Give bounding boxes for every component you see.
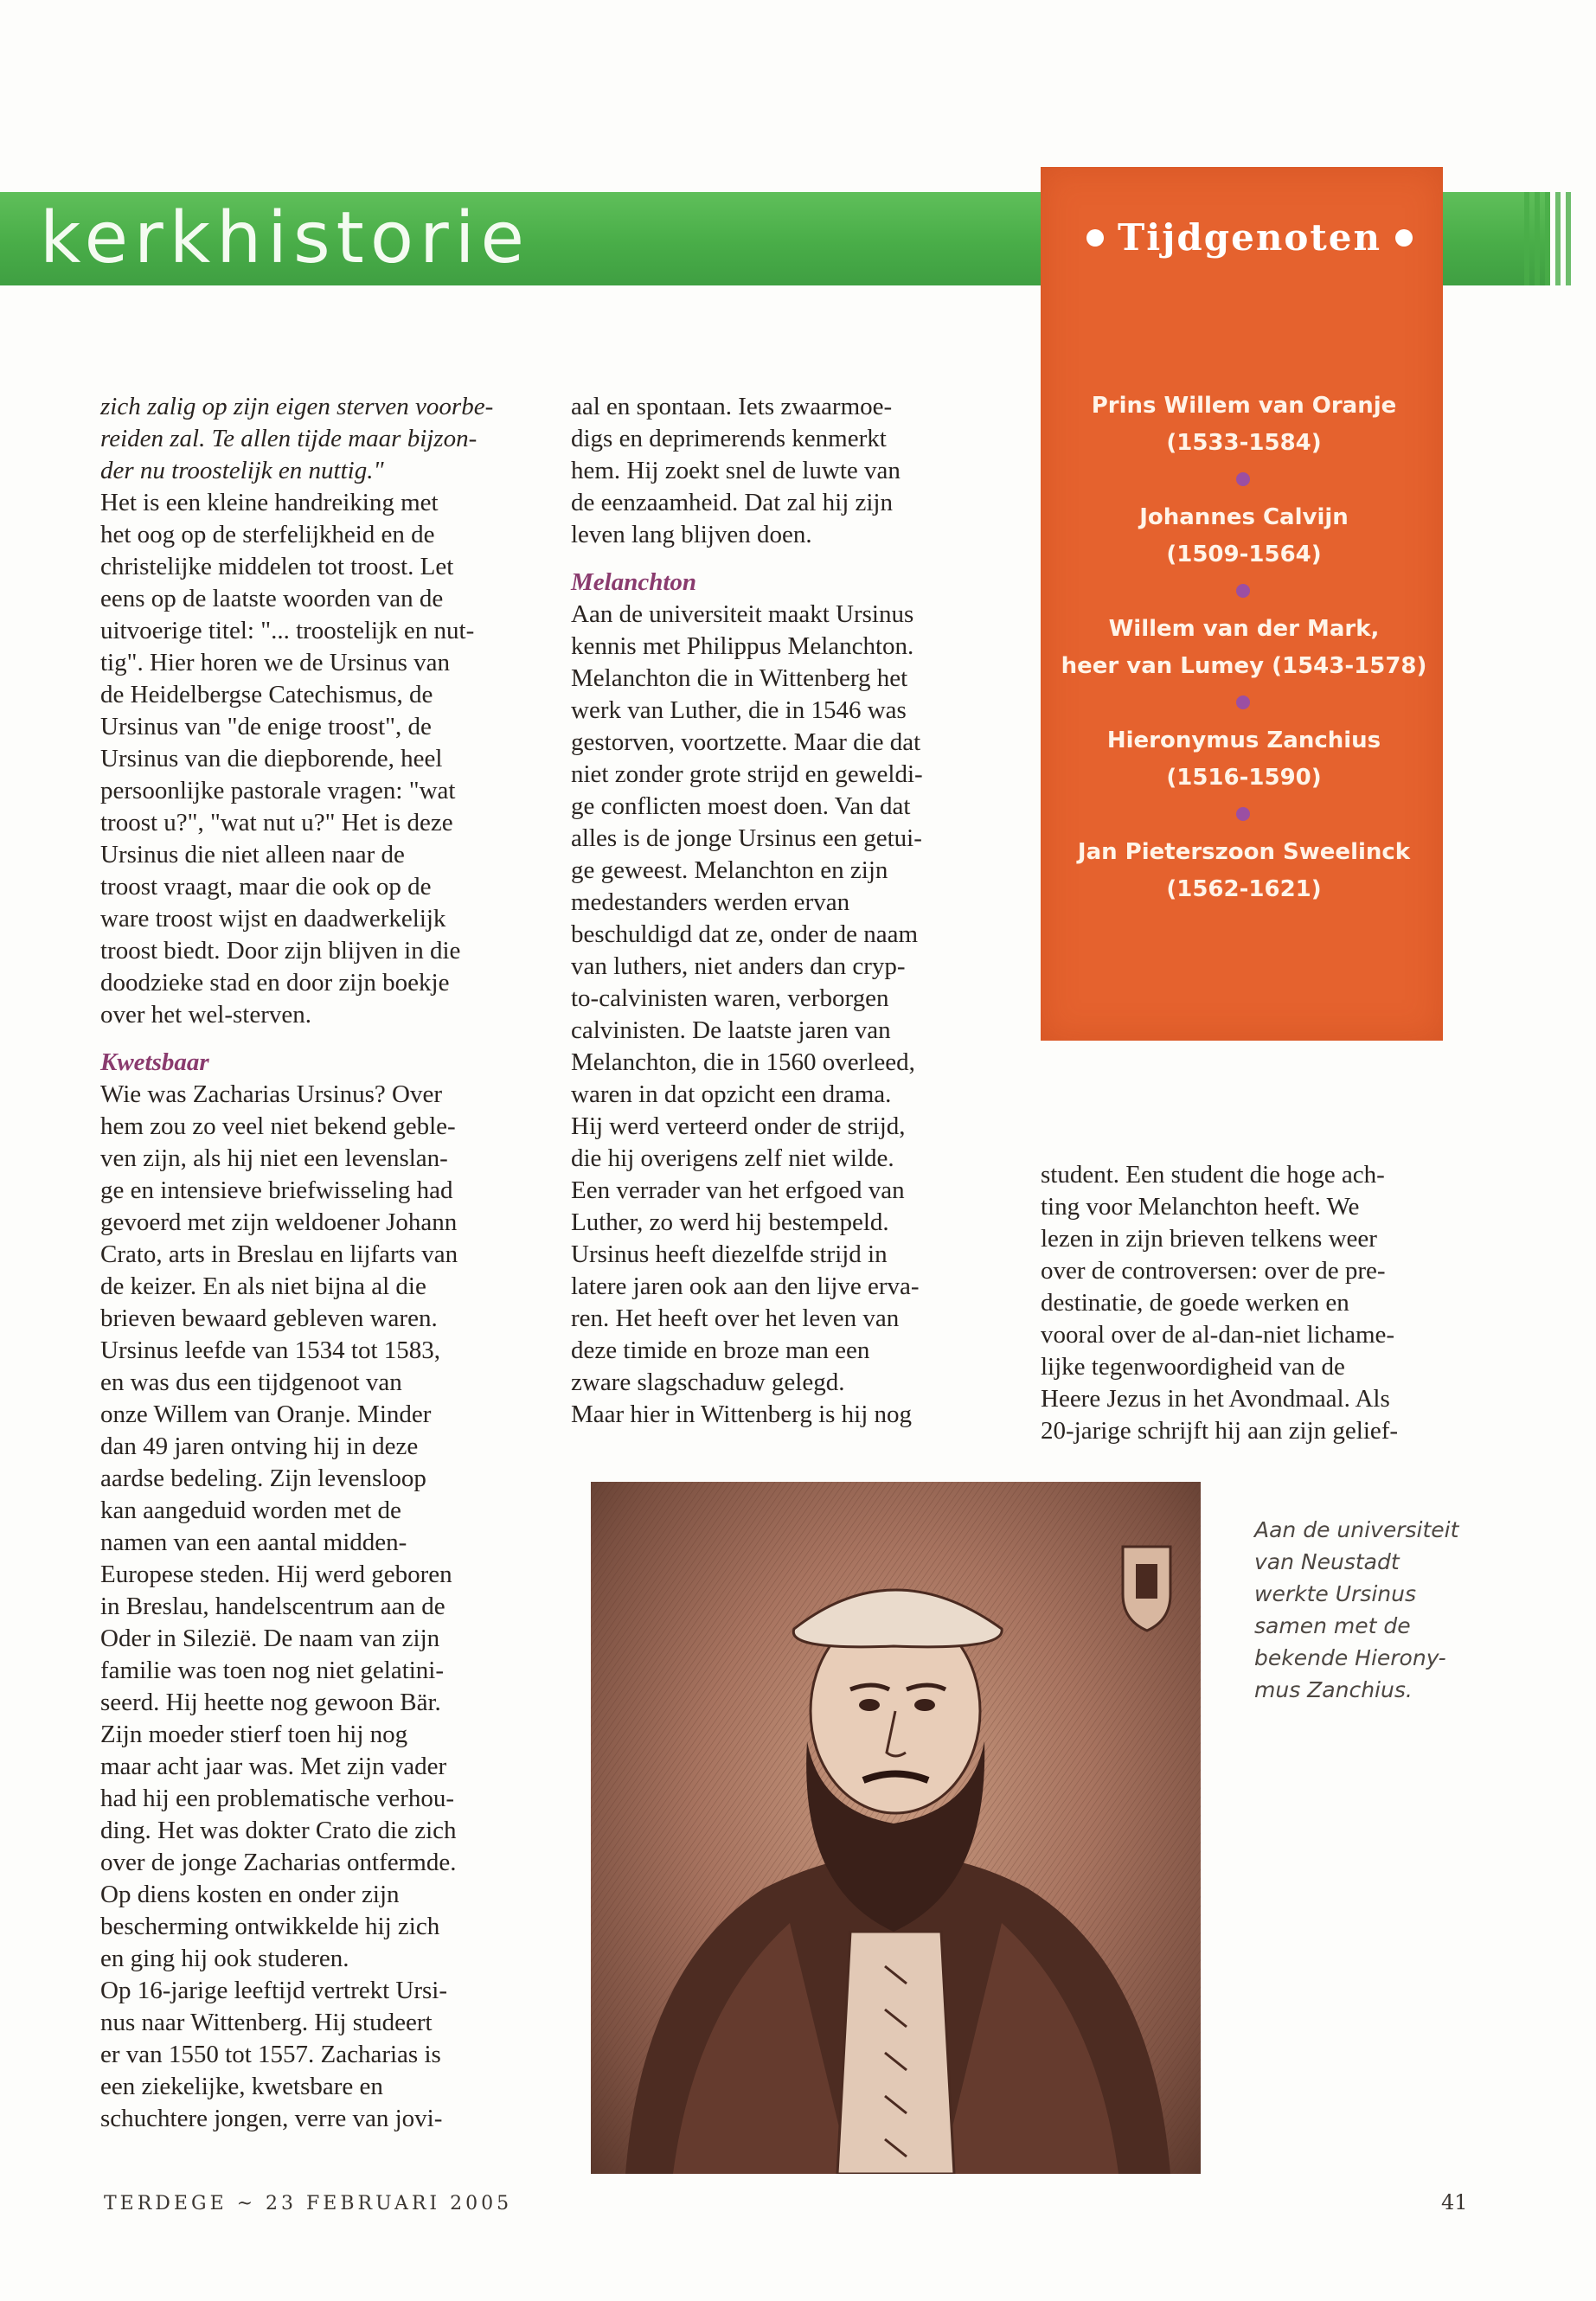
bullet-icon [1086, 229, 1104, 247]
text-line: ge conflicten moest doen. Van dat [571, 792, 911, 820]
text-line: het oog op de sterfelijkheid en de [100, 521, 435, 548]
text-line: leven lang blijven doen. [571, 521, 812, 548]
text-line: de Heidelbergse Catechismus, de [100, 681, 433, 708]
separator-dot-icon [1236, 807, 1250, 821]
contemporary-name: Johannes Calvijn [1139, 504, 1349, 530]
text-line: ren. Het heeft over het leven van [571, 1304, 900, 1332]
sidebar-heading [1073, 208, 1427, 268]
text-line: Melanchton die in Wittenberg het [571, 664, 908, 692]
bullet-icon [1395, 229, 1413, 247]
subheading-kwetsbaar: Kwetsbaar [100, 1048, 209, 1076]
text-line: nus naar Wittenberg. Hij studeert [100, 2009, 433, 2036]
text-line: ting voor Melanchton heeft. We [1041, 1193, 1360, 1221]
text-line: zich zalig op zijn eigen sterven voorbe- [100, 393, 494, 420]
separator-dot-icon [1236, 472, 1250, 486]
article-column-1 [100, 391, 542, 2135]
text-line: student. Een student die hoge ach- [1041, 1161, 1385, 1189]
text-line: eens op de laatste woorden van de [100, 585, 444, 612]
text-line: to-calvinisten waren, verborgen [571, 984, 889, 1012]
text-line: christelijke middelen tot troost. Let [100, 553, 454, 580]
text-line: in Breslau, handelscentrum aan de [100, 1593, 445, 1620]
text-line: maar acht jaar was. Met zijn vader [100, 1753, 447, 1780]
text-line: digs en deprimerends kenmerkt [571, 425, 887, 452]
article-column-2 [571, 391, 1021, 1431]
subheading-melanchton: Melanchton [571, 568, 697, 596]
contemporary-item [1054, 499, 1434, 574]
text-line: namen van een aantal midden- [100, 1529, 407, 1556]
text-line: persoonlijke pastorale vragen: "wat [100, 777, 456, 804]
text-line: van luthers, niet anders dan cryp- [571, 952, 906, 980]
text-line: aardse bedeling. Zijn levensloop [100, 1465, 426, 1492]
text-line: tig". Hier horen we de Ursinus van [100, 649, 451, 676]
paragraph [571, 391, 1021, 551]
text-line: gevoerd met zijn weldoener Johann [100, 1208, 458, 1236]
contemporary-name: Willem van der Mark, [1108, 616, 1380, 642]
contemporary-item [1054, 611, 1434, 685]
text-line: calvinisten. De laatste jaren van [571, 1016, 891, 1044]
text-line: 20-jarige schrijft hij aan zijn gelief- [1041, 1417, 1399, 1445]
contemporary-years: heer van Lumey (1543-1578) [1061, 653, 1427, 679]
spacer [571, 551, 1021, 567]
text-line: Luther, zo werd hij bestempeld. [571, 1208, 889, 1236]
text-line: had hij een problematische verhou- [100, 1785, 455, 1812]
contemporary-name: Prins Willem van Oranje [1091, 393, 1397, 419]
text-line: Oder in Silezië. De naam van zijn [100, 1625, 440, 1652]
paragraph [100, 1079, 542, 2135]
text-line: Wie was Zacharias Ursinus? Over [100, 1080, 443, 1108]
text-line: de eenzaamheid. Dat zal hij zijn [571, 489, 893, 516]
section-title: kerkhistorie [40, 197, 530, 279]
contemporary-item [1054, 834, 1434, 908]
caption-line: werkte Ursinus [1254, 1581, 1416, 1606]
text-line: Heere Jezus in het Avondmaal. Als [1041, 1385, 1390, 1413]
text-line: die hij overigens zelf niet wilde. [571, 1144, 894, 1172]
text-line: Ursinus die niet alleen naar de [100, 841, 405, 868]
text-line: lijke tegenwoordigheid van de [1041, 1353, 1345, 1381]
caption-line: mus Zanchius. [1254, 1677, 1413, 1702]
text-line: Europese steden. Hij werd geboren [100, 1561, 452, 1588]
caption-line: van Neustadt [1254, 1549, 1400, 1574]
contemporaries-sidebar [1041, 167, 1443, 1041]
text-line: Hij werd verteerd onder de strijd, [571, 1112, 906, 1140]
text-line: brieven bewaard gebleven waren. [100, 1304, 438, 1332]
text-line: Ursinus van "de enige troost", de [100, 713, 432, 740]
text-line: bescherming ontwikkelde hij zich [100, 1913, 440, 1940]
text-line: dan 49 jaren ontving hij in deze [100, 1433, 419, 1460]
text-line: schuchtere jongen, verre van jovi- [100, 2105, 443, 2132]
text-line: over de jonge Zacharias ontfermde. [100, 1849, 457, 1876]
text-line: zware slagschaduw gelegd. [571, 1368, 845, 1396]
text-line: onze Willem van Oranje. Minder [100, 1400, 432, 1428]
sidebar-heading-text: Tijdgenoten [1118, 216, 1382, 259]
text-line: troost u?", "wat nut u?" Het is deze [100, 809, 453, 836]
text-line: Ursinus leefde van 1534 tot 1583, [100, 1336, 441, 1364]
text-line: der nu troostelijk en nuttig." [100, 457, 384, 484]
text-line: vooral over de al-dan-niet lichame- [1041, 1321, 1395, 1349]
publication-footer: TERDEGE ~ 23 FEBRUARI 2005 [104, 2193, 513, 2214]
text-line: Ursinus heeft diezelfde strijd in [571, 1240, 888, 1268]
text-line: destinatie, de goede werken en [1041, 1289, 1349, 1317]
text-line: reiden zal. Te allen tijde maar bijzon- [100, 425, 478, 452]
text-line: de keizer. En als niet bijna al die [100, 1272, 426, 1300]
text-line: en was dus een tijdgenoot van [100, 1368, 402, 1396]
text-line: een ziekelijke, kwetsbare en [100, 2073, 383, 2100]
text-line: deze timide en broze man een [571, 1336, 870, 1364]
contemporary-years: (1562-1621) [1166, 876, 1322, 902]
text-line: Op diens kosten en onder zijn [100, 1881, 400, 1908]
text-line: ding. Het was dokter Crato die zich [100, 1817, 457, 1844]
text-line: over het wel-sterven. [100, 1001, 311, 1029]
text-line: ven zijn, als hij niet een levenslan- [100, 1144, 448, 1172]
intro-quote [100, 391, 542, 487]
separator-dot-icon [1236, 695, 1250, 709]
contemporary-name: Jan Pieterszoon Sweelinck [1077, 839, 1411, 865]
text-line: medestanders werden ervan [571, 888, 850, 916]
text-line: Aan de universiteit maakt Ursinus [571, 600, 914, 628]
caption-line: bekende Hierony- [1254, 1645, 1446, 1670]
text-line: doodzieke stad en door zijn boekje [100, 969, 450, 997]
text-line: Melanchton, die in 1560 overleed, [571, 1048, 915, 1076]
text-line: latere jaren ook aan den lijve erva- [571, 1272, 920, 1300]
contemporary-item [1054, 722, 1434, 797]
text-line: hem. Hij zoekt snel de luwte van [571, 457, 901, 484]
paragraph [571, 599, 1021, 1431]
text-line: troost vraagt, maar die ook op de [100, 873, 432, 901]
text-line: niet zonder grote strijd en geweldi- [571, 760, 923, 788]
page-number: 41 [1441, 2190, 1468, 2214]
contemporary-years: (1509-1564) [1166, 542, 1322, 567]
contemporary-item [1054, 388, 1434, 462]
text-line: kan aangeduid worden met de [100, 1497, 401, 1524]
caption-line: Aan de universiteit [1254, 1517, 1459, 1542]
text-line: Een verrader van het erfgoed van [571, 1176, 905, 1204]
contemporary-years: (1516-1590) [1166, 765, 1322, 791]
text-line: Maar hier in Wittenberg is hij nog [571, 1400, 913, 1428]
text-line: Zijn moeder stierf toen hij nog [100, 1721, 408, 1748]
text-line: ge en intensieve briefwisseling had [100, 1176, 453, 1204]
text-line: hem zou zo veel niet bekend geble- [100, 1112, 456, 1140]
article-column-3 [1041, 1159, 1490, 1447]
text-line: en ging hij ook studeren. [100, 1945, 349, 1972]
contemporary-name: Hieronymus Zanchius [1106, 727, 1381, 753]
text-line: seerd. Hij heette nog gewoon Bär. [100, 1689, 441, 1716]
contemporary-years: (1533-1584) [1166, 430, 1322, 456]
caption-line: samen met de [1254, 1613, 1411, 1638]
text-line: gestorven, voortzette. Maar die dat [571, 728, 921, 756]
text-line: Op 16-jarige leeftijd vertrekt Ursi- [100, 1977, 448, 2004]
text-line: over de controversen: over de pre- [1041, 1257, 1386, 1285]
text-line: ge geweest. Melanchton en zijn [571, 856, 888, 884]
text-line: familie was toen nog niet gelatini- [100, 1657, 445, 1684]
separator-dot-icon [1236, 584, 1250, 598]
text-line: beschuldigd dat ze, onder de naam [571, 920, 919, 948]
text-line: ware troost wijst en daadwerkelijk [100, 905, 446, 933]
text-line: kennis met Philippus Melanchton. [571, 632, 914, 660]
text-line: alles is de jonge Ursinus een getui- [571, 824, 922, 852]
text-line: er van 1550 tot 1557. Zacharias is [100, 2041, 441, 2068]
text-line: troost biedt. Door zijn blijven in die [100, 937, 461, 965]
text-line: werk van Luther, die in 1546 was [571, 696, 907, 724]
spacer [100, 1031, 542, 1047]
text-line: Crato, arts in Breslau en lijfarts van [100, 1240, 458, 1268]
portrait-engraving [591, 1482, 1201, 2174]
text-line: waren in dat opzicht een drama. [571, 1080, 892, 1108]
text-line: uitvoerige titel: "... troostelijk en nut- [100, 617, 475, 644]
portrait-illustration [591, 1482, 1201, 2174]
text-line: Het is een kleine handreiking met [100, 489, 439, 516]
image-caption [1254, 1514, 1471, 1706]
coat-of-arms-icon [1123, 1547, 1170, 1631]
paragraph [100, 487, 542, 1031]
text-line: lezen in zijn brieven telkens weer [1041, 1225, 1377, 1253]
text-line: Ursinus van die diepborende, heel [100, 745, 443, 772]
text-line: aal en spontaan. Iets zwaarmoe- [571, 393, 893, 420]
